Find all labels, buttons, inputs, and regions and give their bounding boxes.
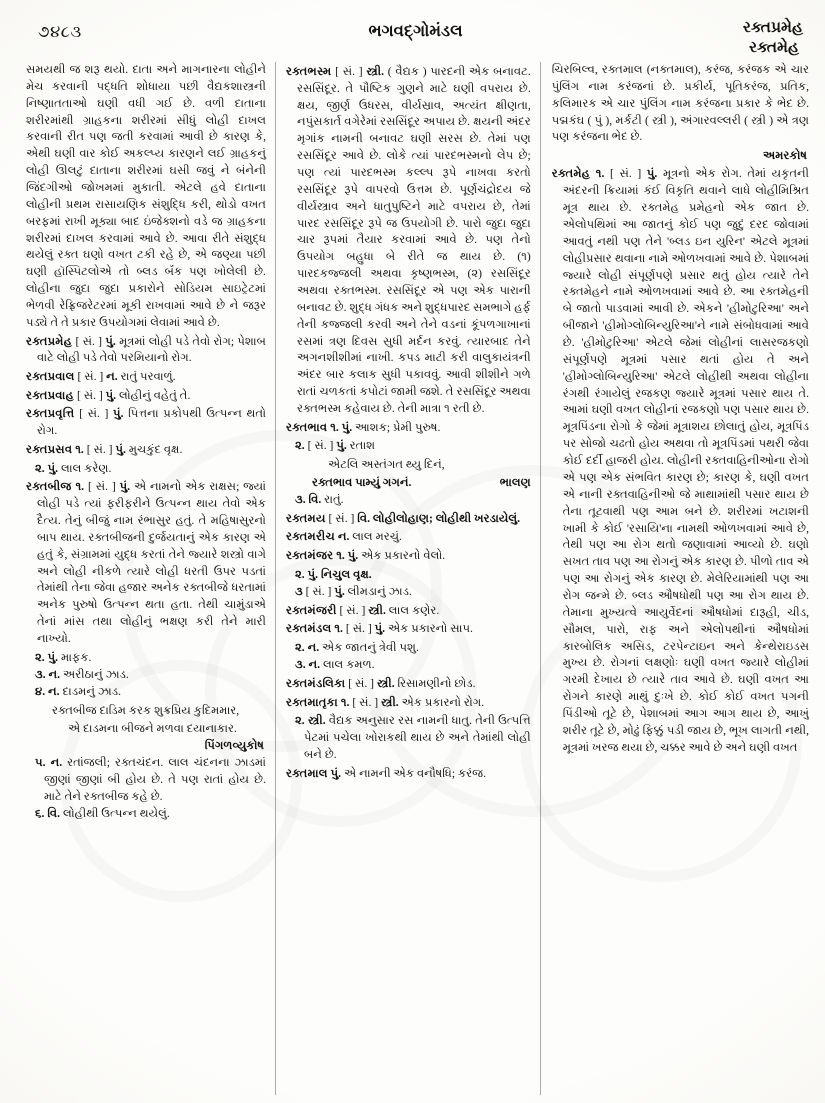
verse-line-with-attribution <box>312 474 531 491</box>
grammar-label: પું. <box>341 420 353 434</box>
grammar-label: વિ. <box>308 492 322 506</box>
sense-item <box>26 667 266 684</box>
grammar-label: સ્ત્રી. <box>368 603 386 617</box>
headword: રક્તમંજર <box>285 548 334 562</box>
grammar-label: પું. <box>374 622 386 636</box>
definition-text: એ નામની એક વનૌષધિ; કરંજ. <box>344 766 487 780</box>
headword: રક્તમય <box>285 511 326 525</box>
grammar-label: ન. <box>50 756 63 770</box>
sense-number: ૨. <box>294 567 305 581</box>
grammar-label: સ્ત્રી. <box>376 676 395 690</box>
headword: રક્તમંજરી <box>285 603 337 617</box>
sense-number: ૧. <box>595 167 605 181</box>
definition-text: પારદની એક બનાવટ. રસસિંદૂર. તે પૌષ્ટિક ગુણને માટે ઘણી વપરાય છે. ક્ષય, જીર્ણ ઉધરસ, વીર્યસ્રાવ, અત્યંત ક્ષીણતા, નપુંસકાર્ત વગેરેમાં રસસિંદૂર અપાય છે. ક્ષયની અંદર મૃગાંક નામની બનાવટ ઘણી સરસ છે. તેમાં પણ રસસિંદૂર આવે છે. લોકે ત્યાં પારદભસ્મનો લેપ છે; પણ ત્યાં પારદભસ્મ કલ્લ્પ રૂપે નાખવા કરતો રસસિંદૂર રૂપે વાપરવો ઉત્તમ છે. પૂર્ણચંદ્રોદય જે વીર્યસ્ત્રાવ અને ધાતુપુષ્ટિને માટે વપરાય છે, તેમાં પારદ રસસિંદૂર રૂપે જ ઉપયોગી છે. પારો જુદા જુદા ચાર રૂપમાં તૈયાર કરવામાં આવે છે. પણ તેનો ઉપયોગ બહુધા બે રીતે જ થાય છે. (૧) પારદકજ્જલી અથવા કૃષ્ણભસ્મ, (૨) રસસિંદૂર અથવા રક્તભસ્મ. રસસિંદૂર એ પણ એક પારાની બનાવટ છે. શુદ્ધ ગંધક અને શુદ્ધપારદ સમભાગે હર્ફ તેની કજ્જલી કરવી અને તેને વડનાં કૂંપળગાખાનાં રસમાં ત્રણ દિવસ સુધી મર્દન કરવું. ત્યારબાદ તેને અગનશીશીમાં નાખી. કપડ માટી કરી વાલુકાયંત્રની અંદર બાર કલાક સુધી પકાવવું. આવી શીશીને ગળે રાતાં ચળકતાં કપોટાં જામી જશે. તે રસસિંદૂર અથવા રક્તભસ્મ કહેવાય છે. તેની માત્રા ૧ રતી છે. <box>296 64 531 415</box>
grammar-label: ન. <box>337 530 350 544</box>
column-container <box>26 62 809 1095</box>
sense-number: ૧. <box>336 548 345 562</box>
grammar-label: પું. <box>119 480 131 494</box>
sense-number: ૨. <box>35 461 45 475</box>
definition-text: મૂત્રમાં લોહી પડે તેવો રોગ; પેશાબ વાટે લોહી પડે તેવો પરમિયાનો રોગ. <box>37 334 266 365</box>
sense-number: ૩. <box>35 667 46 681</box>
grammar-label: પું. <box>307 567 319 581</box>
etymology-bracket: [ સં. ] <box>345 622 372 636</box>
sense-item <box>286 713 531 764</box>
sense-number: ૨. <box>294 439 305 453</box>
etymology-bracket: [ સં. ] <box>87 480 116 494</box>
sense-number: ૬. <box>35 807 45 821</box>
sense-number: ૫. <box>35 756 46 770</box>
etymology-bracket: [ સં. ] <box>76 388 103 402</box>
dictionary-entry <box>286 695 531 712</box>
dictionary-entry <box>26 479 266 648</box>
sense-item <box>286 492 531 509</box>
definition-text: રતાંજલી; રક્તચંદન. લાલ ચંદનના ઝાડમાં જીણાં જીણાં બી હોય છે. તે પણ રાતાં હોય છે. માટે તેને રક્તબીજ કહે છે. <box>44 756 266 804</box>
sense-number: ૨. <box>35 650 45 664</box>
definition-text: એક પ્રકારનો સાપ. <box>387 622 473 636</box>
definition-text: લાલ કરેણ. <box>60 461 112 475</box>
grammar-label: પું. <box>47 461 59 475</box>
headword: રક્તમરીચ <box>285 530 335 544</box>
sense-number: ૩ <box>294 584 303 598</box>
definition-text: મૂત્રનો એક રોગ. તેમાં યકૃતની અંદરની ક્રિયામાં કંઈ વિકૃતિ થવાને લાધે લોહીમિશ્રિત મૂત્ર થાય છે. રક્તમેહ પ્રમેહનો એક જાત છે. એલોપથિમાં આ જાતનું કોઈ પણ જુદું દરદ જોવામાં આવતું નથી પણ તેને 'બ્લડ ઇન યુરિન' એટલે મૂત્રમાં લોહીપ્રસાર થવાના નામે ઓળખવામાં આવે છે. પેશાબમાં જ્યારે લોહી સંપૂર્ણપણે પ્રસાર થતું હોય ત્યારે તેને રક્તમેહને નામે ઓળખવામાં આવે છે. આ રક્તમેહની બે જાતો પાડવામાં આવી છે. એકને 'હીમોટુરિઆ' અને બીજાને 'હીમોગ્લોબિન્યુરિઆ'ને નામે સંબોધવામાં આવે છે. 'હીમોટુરિઆ' એટલે જેમાં લોહીનાં લાસરજકણો સંપૂર્ણપણે મૂત્રમાં પસાર થતાં હોય તે અને 'હીમોગ્લોબિન્યુરિઆ' એટલે લોહીથી અથવા લોહીના રંગથી રંગાયેલું રજકણ જ્યારે મૂત્રમાં પસાર થાય તે. આમાં ઘણી વખત લોહીનાં રજકણો પણ પસાર થાય છે. મૂત્રપિંડના રોગો કે જેમાં મૂત્રાશય છોલાતું હોય, મૂત્રપિંડ પર સોજો ચઢતો હોય અથવા તો મૂત્રપિંડમાં પથરી જેવા કોઈ દર્દી હાજરી હોય. લોહીની રક્તવાહિનીઓના રોગો એ પણ એક સંભવિત કારણ છે; કારણ કે, ઘણી વખત એ નાની રક્તવાહિનીઓ જે માથામાંથી પસાર થાય છે તેના તૂટવાથી પણ આમ બને છે. શરીરમાં ખટાશની ખામી કે કોઈ 'રસાયિ'ના નામથી ઓળખવામાં આવે છે, તેથી પણ આ રોગ થતો જણાવામાં આવ્યો છે. ઘણો સખત તાવ પણ આ રોગનું એક કારણ છે. પીળો તાવ એ પણ આ રોગનું એક કારણ છે. મેલેરિયામાંથી પણ આ રોગ જન્મે છે. બ્લડ ઔષધોથી પણ આ રોગ થાય છે. તેમાના મુખ્યત્વે આયુર્વેદનાં ઔષધોમાં દારૂહી, ચીડ, સૌમલ, પારો, રાફ અને એલોપથીનાં ઔષધોમાં કારબોલિક અસિડ, ટરપેન્ટાઇન અને કેન્થેરાઇડસ મુખ્ય છે. રોગનાં લક્ષણોઃ ઘણી વખત જ્યારે લોહીમાં ગરમી દેખાય છે ત્યારે તાવ આવે છે. ઘણી વખત આ રોગને કારણે માથું દુઃખે છે. કોઈ કોઈ વખત પગની પિંડીઓ તૂટે છે, પેશાબમાં આગ આગ થાય છે, આખું શરીર તૂટે છે, મોઢું ફિક્કું પડી જાય છે, ભૂખ લાગતી નથી, મૂત્રમાં ખરજ થયા છે, ચક્કર આવે છે અને ઘણી વખત <box>562 167 809 754</box>
grammar-label: પું. <box>105 334 116 348</box>
definition-text: એક પ્રકારનો રોગ. <box>401 695 485 709</box>
verse-attribution: ભાલણ <box>499 475 531 489</box>
definition-text: માફક. <box>60 650 92 664</box>
headword: રક્તભાવ <box>285 420 328 434</box>
etymology-bracket: [ સં. ] <box>307 439 334 453</box>
definition-text: રાતું. <box>324 492 344 506</box>
etymology-bracket: [ સં. ] <box>86 442 113 456</box>
definition-text: દાડમનું ઝાડ. <box>62 685 122 699</box>
definition-text: લોહીનું વહેતું તે. <box>119 388 191 402</box>
headword: રક્તમેહ <box>551 167 591 181</box>
grammar-label: સ્ત્રી. <box>366 64 385 78</box>
etymology-bracket: [ સં. ] <box>348 676 375 690</box>
sense-number: ૧. <box>330 420 339 434</box>
definition-text: રિસામણીનો છોડ. <box>397 676 476 690</box>
definition-text: મુચકુંદ વૃક્ષ. <box>128 442 183 456</box>
headword: રક્તભસ્મ <box>285 64 332 78</box>
running-heads <box>743 18 803 58</box>
grammar-label: ન. <box>307 640 320 654</box>
sense-item <box>286 640 531 657</box>
grammar-label: ન. <box>48 667 61 681</box>
domain-label: ( વૈદ્યક ) <box>387 64 427 78</box>
grammar-label: ન. <box>308 658 321 672</box>
etymology-bracket: [ સં. ] <box>339 603 366 617</box>
grammar-label: ન. <box>106 370 118 384</box>
etymology-bracket: [ સં. ] <box>79 407 109 421</box>
source-attribution: અમરકોષ <box>763 148 807 162</box>
etymology-bracket: [ સં. ] <box>352 695 379 709</box>
grammar-label: ન. <box>48 685 60 699</box>
sense-number: ૪. <box>35 685 46 699</box>
sense-item <box>286 438 531 455</box>
column-right <box>541 62 809 1095</box>
definition-text: રાતું પરવાળું. <box>120 370 176 384</box>
continuation-body: ચિરબિલ્વ, રક્તમાલ (નક્તમાલ), કરંજ, કરંજક એ ચાર પુંલિંગ નામ કરંજનાં છે. પ્રકીર્ય, પૂતિકરંજ, પ્રતિક, કલિમારક એ ચાર પુંલિંગ નામ કરંજના પ્રકાર કે ભેદ છે. પદ્મકંઘ ( પું ), મર્કટી ( સ્ત્રી ), અંગારવલ્લરી ( સ્ત્રી ) એ ત્રણ પણ કરંજના ભેદ છે. <box>551 63 809 144</box>
column-left <box>26 62 275 1095</box>
sense-number: ૧. <box>340 695 350 709</box>
definition-text: લોહીથી ઉત્પન્ન થયેલું. <box>62 807 170 821</box>
definition-text: લાલ કણેર. <box>388 603 440 617</box>
definition-text: એક પ્રકારનો વેલો. <box>361 548 446 562</box>
dictionary-entry <box>286 621 531 638</box>
definition-text: પિત્તના પ્રકોપથી ઉત્પન્ન થતો રોગ. <box>37 407 266 438</box>
verse-attribution: પિંગળવ્યુકોષ <box>204 738 264 752</box>
grammar-label: પું. <box>336 439 347 453</box>
sense-item <box>26 684 266 701</box>
definition-text: લોહીલોહાણ; લોહીથી ખરડાયેલું. <box>372 511 520 525</box>
dictionary-entry <box>26 334 266 368</box>
etymology-bracket: [ સં. ] <box>328 511 355 525</box>
dictionary-entry <box>286 766 531 783</box>
dictionary-entry <box>26 388 266 405</box>
definition-text: વૈદ્યક અનુસાર રસ નામની ધાતુ. તેની ઉત્પત્તિ પેટમાં પચેલા ખોરાકથી થાય છે અને તેમાંથી લોહી બને છે. <box>303 714 531 761</box>
sense-item <box>286 567 531 584</box>
headword: રક્તપ્રવૃત્તિ <box>26 407 75 421</box>
grammar-label: વિ. <box>47 807 61 821</box>
dictionary-entry <box>286 548 531 565</box>
sense-item <box>26 806 266 823</box>
verse-line: એ દાડમના બીજને મળવા દયાનાકાર. <box>68 721 237 735</box>
headword: રક્તમંડલિકા <box>285 676 346 690</box>
dictionary-entry <box>286 603 531 620</box>
page-header <box>28 16 803 64</box>
dictionary-entry <box>552 166 809 756</box>
folio-number: ૭૪૮૩ <box>38 22 82 41</box>
grammar-label: પું. <box>646 167 658 181</box>
definition-text: અરીઠાનું ઝાડ. <box>62 667 129 681</box>
grammar-label: પું. <box>330 766 342 780</box>
continuation-text: સમયથી જ શરૂ થયો. દાતા અને માગનારના લોહીને મેચ કરવાની પદ્ધતિ શોધાયા પછી વૈદ્યકશાસ્ત્રની નિષ્ણાતતાઓ ઘણી વધી ગઈ છે. વળી દાતાના શરીરમાંથી ગ્રાહકના શરીરમાં સીધું લોહી દાખલ કરવાની રીત પણ જતી કરવામાં આવી છે કારણ કે, એથી ઘણી વાર કોઈ અકલ્પ્ય કારણને લઈ ગ્રાહકનું લોહી ઊલટું દાતાના શરીરમાં ઘસી જવું ને બંનેની જિંદગીઓ જોખમમાં મુકાતી. એટલે હવે દાતાના લોહીની પ્રથમ રાસાયણિક સંશુદ્ધિ કરી, થોડો વખત બરફમાં રાખી મૂક્યા બાદ ઇંજેક્શનો વડે જ ગ્રાહકના શરીરમાં દાખલ કરવામાં આવે છે. આવા રીતે સંશુદ્ધ થયેલું રક્ત ઘણો વખત ટકી રહે છે, એ જણ્યા પછી ઘણી હૉસ્પિટલોએ તો બ્લડ બૅંક પણ ખોલેલી છે. લોહીના જુદા જુદા પ્રકારોને સોડિયમ સાઇટ્રેટમાં ભેળવી રેફ્રિજરેટરમાં મૂકી રાખવામાં આવે છે ને જરૂર પડ્યે તે તે પ્રકાર ઉપયોગમાં લેવામાં આવે છે. <box>26 63 266 329</box>
grammar-label: પું. <box>47 650 59 664</box>
definition-text: નિચુલ વૃક્ષ. <box>320 567 372 581</box>
grammar-label: પું. <box>105 388 117 402</box>
grammar-label: સ્ત્રી. <box>381 695 399 709</box>
running-head-first: રક્તપ્રમેહ <box>742 19 803 36</box>
headword: રક્તપ્રવાહ <box>26 388 75 402</box>
grammar-label: પું. <box>347 548 359 562</box>
sense-item <box>286 584 531 601</box>
grammar-label: પું. <box>115 442 126 456</box>
sense-number: ૧. <box>75 442 84 456</box>
verse-line: રક્તબીજ દાડિમ કરક શુક્રપ્રિય કુદિમમાર, <box>52 704 240 718</box>
dictionary-entry <box>286 529 531 546</box>
definition-text: લાલ મરચું. <box>352 530 402 544</box>
dictionary-entry <box>26 369 266 386</box>
dictionary-entry <box>286 511 531 528</box>
verse-line-text: રક્તભાવ પામ્યું ગગનં. <box>311 475 412 489</box>
sense-number: ૧. <box>75 480 85 494</box>
dictionary-entry <box>26 442 266 459</box>
definition-text: એક જાતનું ત્રેવી પશુ. <box>322 640 419 654</box>
dictionary-entry <box>286 676 531 693</box>
definition-text: આશક; પ્રેમી પુરુષ. <box>355 420 441 434</box>
dictionary-entry <box>286 420 531 437</box>
sense-number: ૩. <box>294 658 306 672</box>
headword: રક્તપ્રમેહ <box>26 334 73 348</box>
sense-item <box>26 650 266 667</box>
continuation-attribution-line <box>552 148 809 165</box>
grammar-label: પું. <box>334 584 345 598</box>
running-head-last: રક્તમેહ <box>748 38 799 56</box>
grammar-label: સ્ત્રી. <box>307 714 326 728</box>
grammar-label: પું. <box>113 407 124 421</box>
sense-number: ૨. <box>294 714 305 728</box>
etymology-bracket: [ સં. ] <box>77 370 104 384</box>
verse-quotation <box>286 456 531 491</box>
grammar-label: વિ. <box>357 511 371 525</box>
definition-text: રતાશ <box>349 439 376 453</box>
headword: રક્તમાતૃકા <box>285 695 338 709</box>
continuation-text <box>552 62 809 146</box>
sense-item <box>286 657 531 674</box>
headword: રક્તમાલ <box>285 766 328 780</box>
definition-text: લીમડાનું ઝાડ. <box>347 584 412 598</box>
dictionary-entry <box>26 406 266 440</box>
definition-text: એ નામનો એક રાક્ષસ; જ્યાં લોહી પડે ત્યાં ફરીફરીને ઉત્પન્ન થાય તેવો એક દૈત્ય. તેનું બીજું નામ રંભાસુર હતું. તે મહિષાસુરનો બાપ થાય. રક્તબીજની દુર્જયતાનું એક કારણ એ હતું કે, સંગ્રામમાં યુદ્ધ કરતાં તેને જ્યારે શસ્ત્રો વાગે અને લોહી નીકળે ત્યારે લોહી ધરતી ઉપર પડતાં તેમાંથી તેના જેવા હજાર અનેક રક્તબીજે ધરતામાં અનેક પુરુષો ઉત્પન્ન થતા હતા. તેથી ચામુંડાએ તેનાં માંસ તથા લોહીનું ભક્ષણ કરી તેને મારી નાખ્યો. <box>37 480 266 645</box>
verse-line: એટલિ અસ્તંગત થ્યુ દિનં, <box>327 458 445 472</box>
sense-number: ૩. <box>294 492 306 506</box>
sense-item <box>26 461 266 478</box>
verse-quotation <box>26 702 266 754</box>
sense-number: ૨. <box>294 640 305 654</box>
etymology-bracket: [ સં. ] <box>610 167 642 181</box>
etymology-bracket: [ સં. ] <box>305 584 332 598</box>
sense-number: ૧. <box>334 622 343 636</box>
dictionary-entry <box>286 64 531 418</box>
column-middle <box>276 62 540 1095</box>
headword: રક્તપ્રવાલ <box>26 370 75 384</box>
book-title: ભગવદ્ગોમંડલ <box>368 21 463 40</box>
sense-item <box>26 755 266 806</box>
headword: રક્તપ્રસવ <box>26 442 73 456</box>
headword: રક્તમંડલ <box>285 622 332 636</box>
etymology-bracket: [ સં. ] <box>335 64 363 78</box>
definition-text: લાલ કમળ. <box>322 658 375 672</box>
headword: રક્તબીજ <box>26 480 72 494</box>
etymology-bracket: [ સં. ] <box>75 334 103 348</box>
